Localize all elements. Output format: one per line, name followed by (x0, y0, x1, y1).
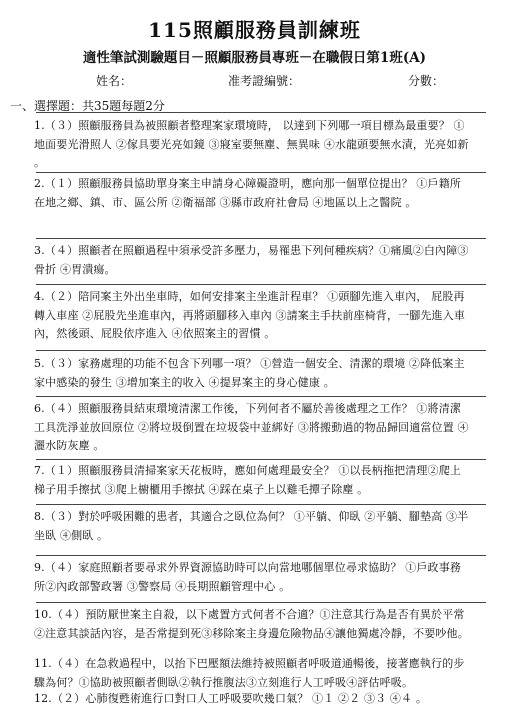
question-answer: （４） (44, 244, 79, 257)
question-3 (34, 242, 470, 279)
divider (36, 602, 486, 603)
question-text: 預防厭世案主自殺，以下處置方式何者不合適？①注意其行為是否有異於平常②注意其談話內容，是否常提到死③移除案主身邊危險物品④讓他獨處冷靜，不要吵他。 (34, 608, 469, 640)
question-text: 照顧服務員為被照顧者整理案家環境時， 以達到下列哪一項目標為最重要？ ①地面要光滑照人 ②傢具要光亮如鏡 ③寢室要無塵、無異味 ④水龍頭要無水漬，光亮如新 。 (34, 119, 469, 169)
question-number: 12. (34, 692, 52, 705)
divider (36, 112, 486, 113)
question-10 (34, 606, 470, 643)
id-number-label: 准考證編號： (228, 74, 301, 88)
divider (36, 284, 486, 285)
question-6 (34, 400, 470, 456)
question-number: 1. (34, 119, 45, 132)
question-text: 對於呼吸困難的患者，其適合之臥位為何？ ①平躺、仰臥 ②平躺、腳墊高 ③半坐臥 ④側臥 。 (34, 510, 469, 542)
question-answer: （３） (44, 357, 79, 370)
divider (36, 238, 486, 239)
question-answer: （４） (44, 561, 79, 574)
divider (36, 555, 486, 556)
question-answer: （２） (44, 290, 79, 303)
question-answer: （３） (44, 510, 79, 523)
divider (36, 396, 486, 397)
question-1 (34, 117, 470, 173)
question-number: 11. (34, 657, 52, 670)
question-5 (34, 355, 470, 392)
question-number: 5. (34, 357, 45, 370)
question-text: 在急救過程中，以抬下巴壓額法維持被照顧者呼吸道通暢後，接著應執行的步驟為何？①協助被照顧者側臥②執行推腹法③立刻進行人工呼吸④評估呼吸。 (34, 657, 465, 689)
exam-title: 115照顧服務員訓練班 (148, 18, 361, 42)
question-number: 10. (34, 608, 52, 621)
question-answer: （４） (51, 608, 86, 621)
question-answer: （４） (51, 657, 86, 670)
divider (36, 172, 486, 173)
question-answer: （２） (51, 692, 86, 705)
question-number: 6. (34, 402, 45, 415)
question-number: 9. (34, 561, 45, 574)
name-label: 姓名： (96, 74, 133, 88)
question-text: 照顧服務員清掃案家天花板時，應如何處理最安全？ ①以長柄拖把清理②爬上梯子用手擦拭 ③爬上櫥櫃用手擦拭 ④踩在桌子上以雞毛撢子除塵 。 (34, 464, 461, 496)
exam-subtitle: 適性筆試測驗題目－照顧服務員專班－在職假日第1班(A) (82, 50, 427, 66)
question-answer: （４） (44, 402, 79, 415)
question-number: 8. (34, 510, 45, 523)
divider (36, 504, 486, 505)
question-text: 家庭照顧者要尋求外界資源協助時可以向當地哪個單位尋求協助？ ①戶政事務所②內政部警政署 ③警察局 ④長期照顧管理中心 。 (34, 561, 461, 593)
question-number: 3. (34, 244, 45, 257)
question-4 (34, 288, 470, 344)
divider (36, 350, 486, 351)
question-number: 2. (34, 177, 45, 190)
question-9 (34, 559, 470, 596)
question-answer: （１） (44, 177, 79, 190)
section-heading: 一、選擇題：共35題每題2分 (10, 99, 165, 113)
question-answer: （３） (44, 119, 79, 132)
question-text: 照顧服務員結束環境清潔工作後，下列何者不屬於善後處理之工作？ ①將清潔工具洗淨並放回原位 ②將垃圾倒置在垃圾袋中並綁好 ③將搬動過的物品歸回適當位置 ④灑水防灰塵 。 (34, 402, 469, 452)
question-number: 4. (34, 290, 45, 303)
question-11 (34, 655, 470, 692)
question-text: 家務處理的功能不包含下列哪一項？ ①營造一個安全、清潔的環境 ②降低案主家中感染的發生 ③增加案主的收入 ④提昇案主的身心健康 。 (34, 357, 465, 389)
question-8 (34, 508, 470, 545)
question-text: 心肺復甦術進行口對口人工呼吸要吹幾口氣？ ①１ ②２ ③３ ④４ 。 (85, 692, 427, 705)
question-text: 陪同案主外出坐車時，如何安排案主坐進計程車？ ①頭腳先進入車內， 屁股再轉入車座 ②屁股先坐進車內，再將頭腳移入車內 ③請案主手扶前座椅背，一腳先進入車內，然後頭、屁股依序進入 ④依照案主的習慣 。 (34, 290, 465, 340)
question-2 (34, 175, 470, 212)
question-number: 7. (34, 464, 45, 477)
question-answer: （１） (44, 464, 79, 477)
score-label: 分數： (408, 74, 445, 88)
question-12 (34, 690, 470, 709)
question-text: 照顧服務員協助單身案主申請身心障礙證明，應向那一個單位提出？ ①戶籍所在地之鄉、鎮、市、區公所 ②衛福部 ③縣市政府社會局 ④地區以上之醫院 。 (34, 177, 461, 209)
question-7 (34, 462, 470, 499)
question-text: 照顧者在照顧過程中須承受許多壓力，易罹患下列何種疾病？①痛風②白內障③骨折 ④胃潰瘍。 (34, 244, 469, 276)
divider (36, 459, 486, 460)
